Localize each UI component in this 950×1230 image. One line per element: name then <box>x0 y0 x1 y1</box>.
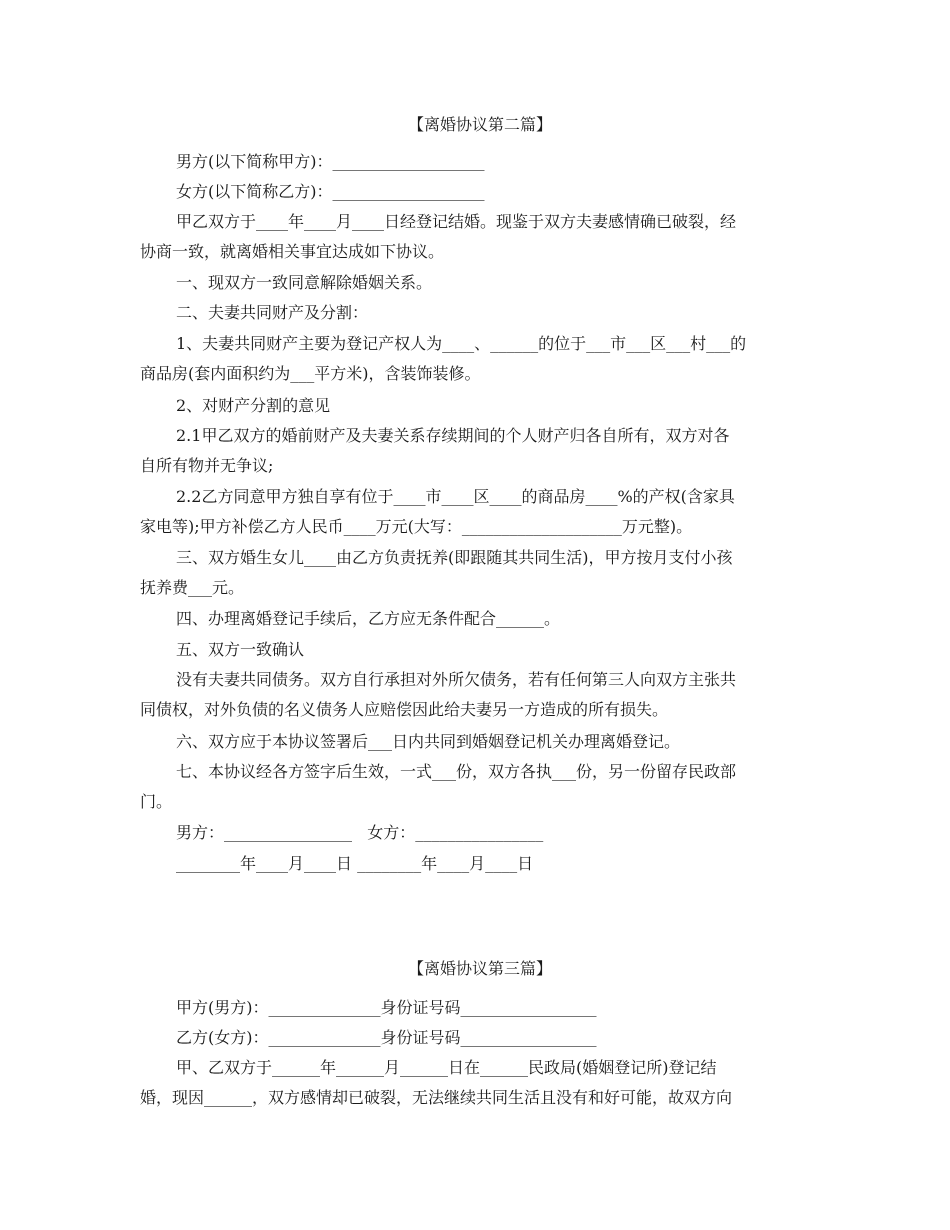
paragraph-line: 甲、乙双方于______年______月______日在______民政局(婚姻登记所)登记结 <box>176 1058 717 1077</box>
clause-4: 四、办理离婚登记手续后，乙方应无条件配合______。 <box>176 609 561 628</box>
clause-6: 六、双方应于本协议签署后___日内共同到婚姻登记机关办理离婚登记。 <box>176 732 681 751</box>
section3-title: 【离婚协议第三篇】 <box>407 959 552 978</box>
paragraph-line: 商品房(套内面积约为___平方米)，含装饰装修。 <box>140 364 481 383</box>
clause-2-heading: 二、夫妻共同财产及分割： <box>176 303 369 322</box>
paragraph-line: 没有夫妻共同债务。双方自行承担对外所欠债务，若有任何第三人向双方主张共 <box>176 670 737 689</box>
section2-title: 【离婚协议第二篇】 <box>407 115 552 134</box>
sub-clause-heading: 2、对财产分割的意见 <box>176 396 331 415</box>
paragraph-line: 婚，现因______，双方感情却已破裂，无法继续共同生活且没有和好可能，故双方向 <box>140 1088 733 1107</box>
clause-5-heading: 五、双方一致确认 <box>176 640 305 659</box>
paragraph-line: 三、双方婚生女儿____由乙方负责抚养(即跟随其共同生活)，甲方按月支付小孩 <box>176 548 733 567</box>
clause-1: 一、现双方一致同意解除婚姻关系。 <box>176 273 433 292</box>
paragraph-line: 七、本协议经各方签字后生效，一式___份，双方各执___份，另一份留存民政部 <box>176 762 737 781</box>
date-line: ________年____月____日 ________年____月____日 <box>176 854 534 873</box>
party-b-line: 乙方(女方)：______________身份证号码_________________ <box>176 1028 597 1047</box>
paragraph-line: 1、夫妻共同财产主要为登记产权人为____、______的位于___市___区___村___的 <box>176 334 747 353</box>
paragraph-line: 2.1甲乙双方的婚前财产及夫妻关系存续期间的个人财产归各自所有，双方对各 <box>176 426 730 445</box>
party-a-line: 甲方(男方)：______________身份证号码_________________ <box>176 998 597 1017</box>
paragraph-line: 甲乙双方于____年____月____日经登记结婚。现鉴于双方夫妻感情确已破裂，经 <box>176 212 737 231</box>
husband-name-line: 男方(以下简称甲方)：___________________ <box>176 152 485 171</box>
signature-line: 男方：________________ 女方：________________ <box>176 823 544 842</box>
paragraph-line: 同债权，对外负债的名义债务人应赔偿因此给夫妻另一方造成的所有损失。 <box>140 700 669 719</box>
paragraph-line: 协商一致，就离婚相关事宜达成如下协议。 <box>140 242 445 261</box>
paragraph-line: 家电等);甲方补偿乙方人民币____万元(大写：____________________万元整)。 <box>140 517 693 536</box>
paragraph-line: 抚养费___元。 <box>140 578 245 597</box>
paragraph-line: 2.2乙方同意甲方独自享有位于____市____区____的商品房____%的产权(含家具 <box>176 487 735 506</box>
paragraph-line: 自所有物并无争议; <box>140 456 274 475</box>
wife-name-line: 女方(以下简称乙方)：___________________ <box>176 182 485 201</box>
paragraph-line: 门。 <box>140 792 173 811</box>
